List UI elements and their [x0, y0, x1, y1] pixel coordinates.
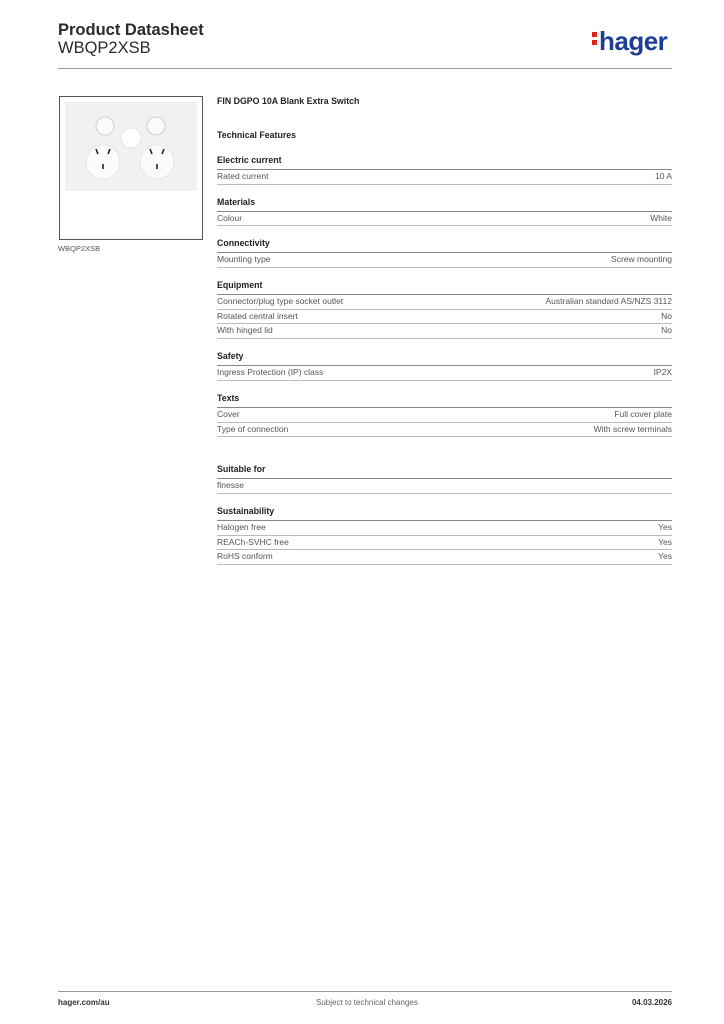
header-divider — [58, 68, 672, 69]
logo-dots-icon — [592, 32, 597, 48]
product-name: FIN DGPO 10A Blank Extra Switch — [217, 96, 360, 106]
section-title: Safety — [217, 351, 672, 366]
section-title: Texts — [217, 393, 672, 408]
section-title: Materials — [217, 197, 672, 212]
feature-section — [217, 464, 672, 494]
feature-row — [217, 170, 672, 185]
footer-notice: Subject to technical changes — [316, 998, 418, 1007]
power-outlet-plate-image — [65, 102, 197, 191]
feature-section — [217, 351, 672, 381]
feature-value: Full cover plate — [614, 408, 672, 419]
feature-label: Rated current — [217, 171, 269, 181]
feature-row — [217, 212, 672, 227]
footer-date: 04.03.2026 — [631, 998, 672, 1007]
feature-label: RoHS conform — [217, 551, 273, 562]
feature-row — [217, 536, 672, 551]
feature-value: 10 A — [654, 171, 672, 181]
feature-section — [217, 506, 672, 565]
feature-label: Rotated central insert — [217, 310, 298, 321]
feature-value: IP2X — [653, 367, 672, 378]
feature-value: Yes — [658, 521, 672, 532]
section-spacer — [217, 437, 672, 452]
feature-label: finesse — [217, 480, 244, 491]
feature-row — [217, 521, 672, 536]
feature-label: Ingress Protection (IP) class — [217, 367, 324, 378]
datasheet-content — [217, 96, 672, 565]
feature-value: White — [650, 212, 672, 223]
feature-row — [217, 423, 672, 438]
feature-row — [217, 550, 672, 565]
feature-label: REACh-SVHC free — [217, 536, 289, 547]
feature-value: Screw mounting — [611, 254, 672, 265]
feature-label: Cover — [217, 408, 240, 419]
feature-value: No — [661, 325, 672, 336]
feature-label: Type of connection — [217, 423, 289, 434]
feature-row — [217, 310, 672, 325]
feature-sections — [217, 155, 672, 565]
feature-section — [217, 280, 672, 339]
footer-divider — [58, 991, 672, 992]
section-title: Electric current — [217, 155, 672, 170]
feature-row — [217, 324, 672, 339]
technical-features-heading: Technical Features — [217, 130, 297, 140]
image-caption: WBQP2XSB — [58, 244, 101, 253]
feature-row — [217, 295, 672, 310]
feature-label: Colour — [217, 212, 243, 223]
feature-label: Mounting type — [217, 254, 271, 265]
logo-text: hager — [599, 26, 668, 56]
product-code: WBQP2XSB — [58, 39, 151, 57]
feature-section — [217, 393, 672, 437]
feature-value: Australian standard AS/NZS 3112 — [545, 296, 672, 307]
section-title: Sustainability — [217, 506, 672, 521]
hager-logo — [592, 26, 667, 57]
feature-row — [217, 408, 672, 423]
feature-label: With hinged lid — [217, 325, 273, 336]
section-title: Connectivity — [217, 238, 672, 253]
feature-label: Connector/plug type socket outlet — [217, 296, 344, 307]
feature-value: Yes — [658, 536, 672, 547]
feature-row — [217, 253, 672, 268]
section-title: Equipment — [217, 280, 672, 295]
feature-value: With screw terminals — [593, 423, 672, 434]
feature-section — [217, 155, 672, 185]
feature-value: No — [661, 310, 672, 321]
product-image-frame — [59, 96, 203, 240]
feature-row — [217, 366, 672, 381]
feature-section — [217, 238, 672, 268]
section-title: Suitable for — [217, 464, 672, 479]
feature-section — [217, 197, 672, 227]
document-title: Product Datasheet — [58, 21, 204, 39]
feature-label: Halogen free — [217, 521, 266, 532]
feature-value: Yes — [658, 551, 672, 562]
feature-row — [217, 479, 672, 494]
footer-website: hager.com/au — [58, 998, 110, 1007]
